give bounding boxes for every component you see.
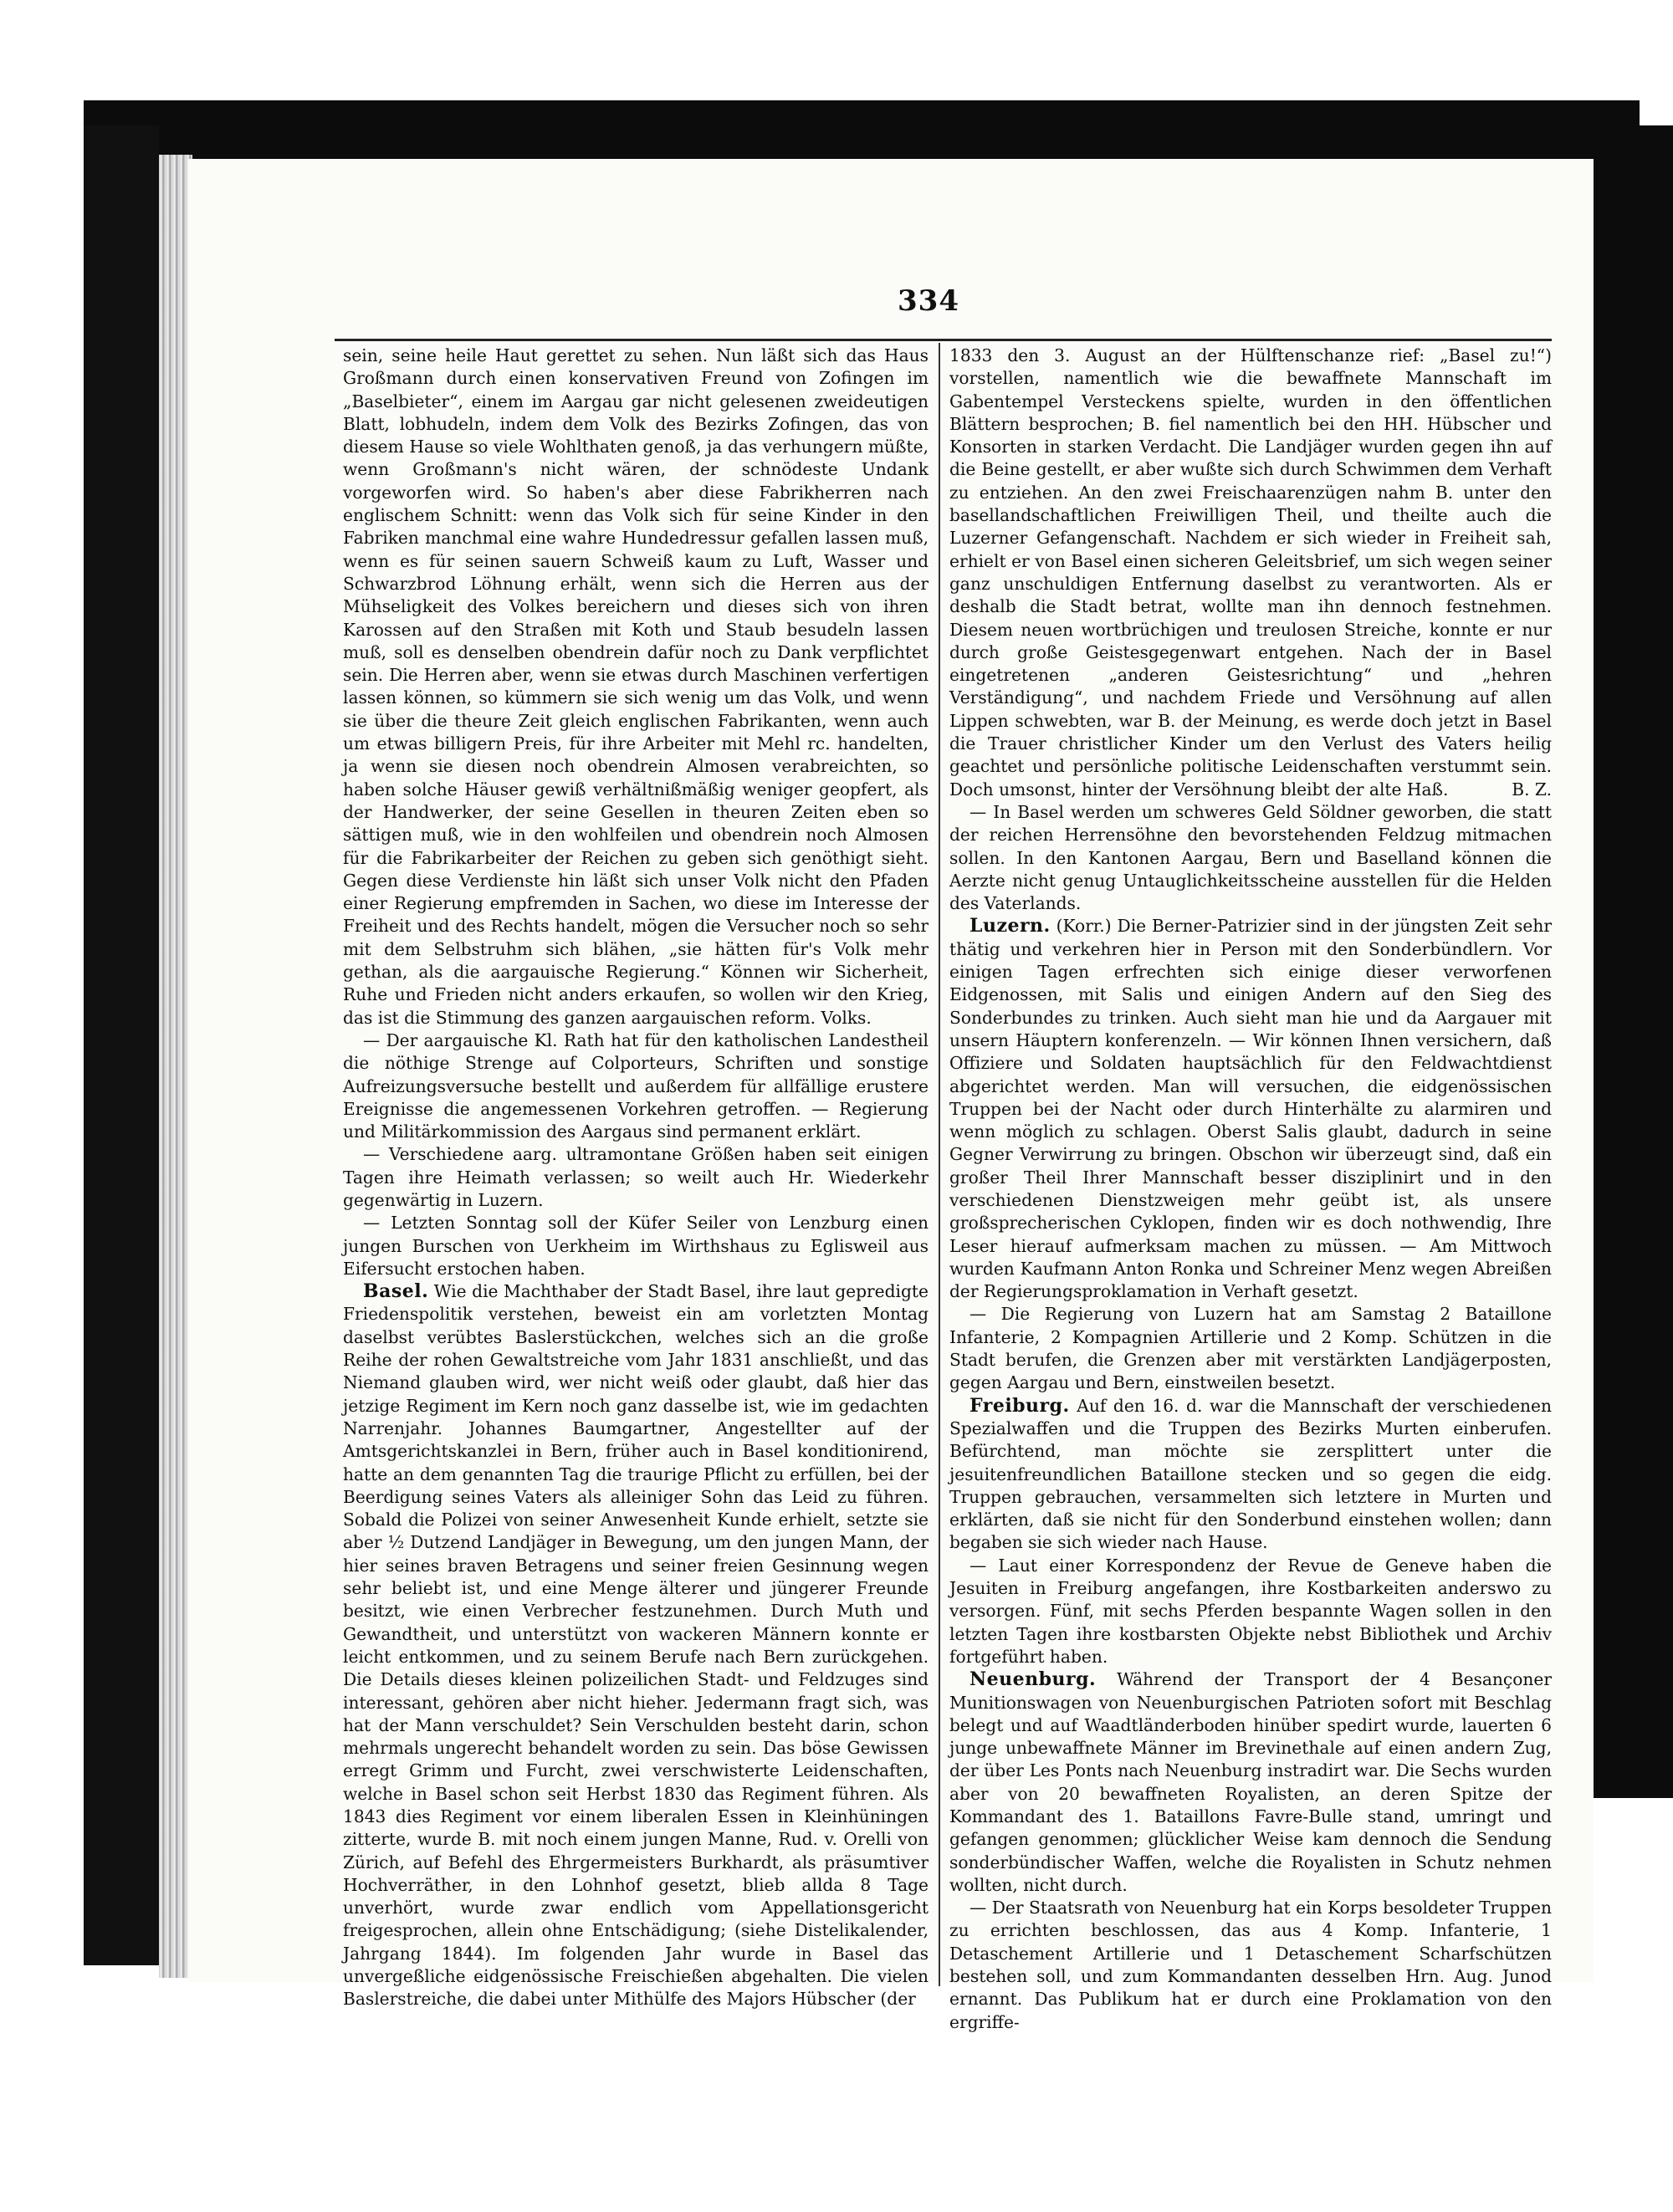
- article-paragraph: [949, 345, 1552, 801]
- article-paragraph: — Laut einer Korrespondenz der Revue de Geneve haben die Jesuiten in Freiburg angefangen, ihre Kostbarkeiten anderswo zu versorgen. Fünf, mit sechs Pferden bespannte Wagen sollen in den letzten Tagen ihre kostbarsten Objekte nebst Bibliothek und Archiv fortgeführt haben.: [949, 1555, 1552, 1667]
- article-paragraph: — Der aargauische Kl. Rath hat für den katholischen Landestheil die nöthige Strenge auf Colporteurs, Schriften und sonstige Aufreizungsversuche bestellt und außerdem für allfällige erustere Ereignisse die angemessenen Vorkehren getroffen. — Regierung und Militärkommission des Aargaus sind permanent erklärt.: [343, 1029, 929, 1142]
- article-paragraph: — In Basel werden um schweres Geld Söldner geworben, die statt der reichen Herrensöhne den bevorstehenden Feldzug mitmachen sollen. In den Kantonen Aargau, Bern und Baselland können die Aerzte nicht genug Untauglichkeitsscheine ausstellen für die Helden des Vaterlands.: [949, 801, 1552, 914]
- article-paragraph: — Die Regierung von Luzern hat am Samstag 2 Bataillone Infanterie, 2 Kompagnien Artillerie und 2 Komp. Schützen in die Stadt berufen, die Grenzen aber mit verstärkten Landjägerposten, gegen Aargau und Bern, einstweilen besetzt.: [949, 1304, 1552, 1393]
- article-paragraph-basel: [343, 1280, 929, 2011]
- author-signature: B. Z.: [1512, 779, 1552, 799]
- scan-border-top: [84, 100, 1640, 163]
- right-column: [949, 345, 1552, 2032]
- article-text: (Korr.) Die Berner-Patrizier sind in der jüngsten Zeit sehr thätig und verkehren hier in Person mit den Sonderbündlern. Vor einigen Tagen erfrechten sich einige dieser verworfenen Eidgenossen, mit Salis und einigen Andern auf den Sieg des Sonderbundes zu trinken. Auch sieht man hie und da Aargauer mit unsern Häuptern konferenzeln. — Wir können Ihnen versichern, daß Offiziere und Soldaten hauptsächlich für den Feldwachtdienst abgerichtet werden. Man will versuchen, die eidgenössischen Truppen bei der Nacht oder durch Hinterhälte zu alarmiren und wenn möglich zu schlagen. Oberst Salis glaubt, dadurch in seine Gegner Verwirrung zu bringen. Obschon wir überzeugt sind, daß ein großer Theil Ihrer Mannschaft besser disziplinirt und in den verschiedenen Dienstzweigen mehr geübt ist, als unsere großsprecherischen Cyklopen, finden wir es doch nothwendig, Ihre Leser hierauf aufmerksam machen zu müssen. — Am Mittwoch wurden Kaufmann Anton Ronka und Schreiner Menz wegen Abreißen der Regierungsproklamation in Verhaft gesetzt.: [949, 916, 1552, 1302]
- scan-border-right: [1594, 125, 1673, 1798]
- column-divider: [939, 343, 940, 1986]
- place-heading-luzern: Luzern.: [970, 915, 1051, 937]
- book-page-edge: [159, 155, 192, 1978]
- scan-border-left: [84, 125, 159, 1965]
- left-column: [343, 345, 929, 2010]
- place-heading-basel: Basel.: [363, 1280, 429, 1303]
- page-number: 334: [898, 284, 959, 318]
- place-heading-freiburg: Freiburg.: [970, 1394, 1070, 1417]
- article-text: Wie die Machthaber der Stadt Basel, ihre laut gepredigte Friedenspolitik verstehen, beweist ein am vorletzten Montag daselbst verübtes Baslerstückchen, welches sich an die große Reihe der rohen Gewaltstreiche vom Jahr 1831 anschließt, und das Niemand glauben wird, wer nicht weiß oder glaubt, daß hier das jetzige Regiment im Kern noch ganz dasselbe ist, wie im gedachten Narrenjahr. Johannes Baumgartner, Angestellter auf der Amtsgerichtskanzlei in Bern, früher auch in Basel konditionirend, hatte an dem genannten Tag die traurige Pflicht zu erfüllen, bei der Beerdigung seines Vaters als alleiniger Sohn das Leid zu führen. Sobald die Polizei von seiner Anwesenheit Kunde erhielt, setzte sie aber ½ Dutzend Landjäger in Bewegung, um den jungen Mann, der hier seines braven Betragens und seiner freien Gesinnung wegen sehr beliebt ist, und eine Menge älterer und jüngerer Freunde besitzt, wie einen Verbrecher festzunehmen. Durch Muth und Gewandtheit, und unterstützt von wackeren Männern konnte er leicht entkommen, und zu seinem Berufe nach Bern zurückgehen. Die Details dieses kleinen polizeilichen Stadt- und Feldzuges sind interessant, gehören aber nicht hieher. Jedermann fragt sich, was hat der Mann verschuldet? Sein Verschulden besteht darin, schon mehrmals ungerecht behandelt worden zu sein. Das böse Gewissen erregt Grimm und Furcht, zwei verschwisterte Leidenschaften, welche in Basel schon seit Herbst 1830 das Regiment führen. Als 1843 dies Regiment vor einem liberalen Essen in Kleinhüningen zitterte, wurde B. mit noch einem jungen Manne, Rud. v. Orelli von Zürich, auf Befehl des Ehrgermeisters Burkhardt, als präsumtiver Hochverräther, in den Lohnhof gesetzt, blieb allda 8 Tage unverhört, wurde zwar endlich vom Appellationsgericht freigesprochen, allein ohne Entschädigung; (siehe Distelikalender, Jahrgang 1844). Im folgenden Jahr wurde in Basel das unvergeßliche eidgenössische Freischießen abgehalten. Die vielen Baslerstreiche, die dabei unter Mithülfe des Majors Hübscher (der: [343, 1281, 929, 2010]
- place-heading-neuenburg: Neuenburg.: [970, 1668, 1097, 1691]
- article-paragraph-neuenburg: [949, 1668, 1552, 1897]
- article-paragraph-luzern: [949, 915, 1552, 1303]
- article-paragraph: — Der Staatsrath von Neuenburg hat ein Korps besoldeter Truppen zu errichten beschlossen, das aus 4 Komp. Infanterie, 1 Detaschement Artillerie und 1 Detaschement Scharfschützen bestehen soll, und zum Kommandanten desselben Hrn. Aug. Junod ernannt. Das Publikum hat er durch eine Proklamation von den ergriffe-: [949, 1898, 1552, 2032]
- article-text: Während der Transport der 4 Besançoner Munitionswagen von Neuenburgischen Patrioten sofort mit Beschlag belegt und auf Waadtländerboden hinüber spedirt wurde, lauerten 6 junge unbewaffnete Männer im Brevinethale auf einen andern Zug, der über Les Ponts nach Neuenburg instradirt war. Die Sechs wurden aber von 20 bewaffneten Royalisten, an deren Spitze der Kommandant des 1. Bataillons Favre-Bulle stand, umringt und gefangen genommen; glücklicher Weise kam dennoch die Sendung sonderbündischer Waffen, welche die Royalisten in Schutz nehmen wollten, nicht durch.: [949, 1669, 1552, 1895]
- article-paragraph: — Verschiedene aarg. ultramontane Größen haben seit einigen Tagen ihre Heimath verlassen; so weilt auch Hr. Wiederkehr gegenwärtig in Luzern.: [343, 1144, 929, 1210]
- header-rule: [335, 339, 1552, 341]
- article-text: 1833 den 3. August an der Hülftenschanze rief: „Basel zu!“) vorstellen, namentlich wie die bewaffnete Mannschaft im Gabentempel Versteckens spielte, wurden in den öffentlichen Blättern besprochen; B. fiel namentlich bei den HH. Hübscher und Konsorten in starken Verdacht. Die Landjäger wurden gegen ihn auf die Beine gestellt, er aber wußte sich durch Schwimmen dem Verhaft zu entziehen. An den zwei Freischaarenzügen nahm B. unter den basellandschaftlichen Freiwilligen Theil, und theilte auch die Luzerner Gefangenschaft. Nachdem er sich wieder in Freiheit sah, erhielt er von Basel einen sicheren Geleitsbrief, um sich wegen seiner ganz unschuldigen Entfernung daselbst zu verantworten. Als er deshalb die Stadt betrat, wollte man ihn dennoch festnehmen. Diesem neuen wortbrüchigen und treulosen Streiche, konnte er nur durch große Geistesgegenwart entgehen. Nach der in Basel eingetretenen „anderen Geistesrichtung“ und „hehren Verständigung“, und nachdem Friede und Versöhnung auf allen Lippen schwebten, war B. der Meinung, es werde doch jetzt in Basel die Trauer christlicher Kinder um den Verlust des Vaters heilig geachtet und persönliche politische Leidenschaften verstummt sein. Doch umsonst, hinter der Versöhnung bleibt der alte Haß.: [949, 345, 1552, 799]
- article-paragraph: — Letzten Sonntag soll der Küfer Seiler von Lenzburg einen jungen Burschen von Uerkheim im Wirthshaus zu Eglisweil aus Eifersucht erstochen haben.: [343, 1213, 929, 1279]
- article-text: Auf den 16. d. war die Mannschaft der verschiedenen Spezialwaffen und die Truppen des Bezirks Murten einberufen. Befürchtend, man möchte sie zersplittert unter die jesuitenfreundlichen Bataillone stecken und so gegen die eidg. Truppen gebrauchen, versammelten sich letztere in Murten und erklärten, daß sie nicht für den Sonderbund einstehen wollen; dann begaben sie sich wieder nach Hause.: [949, 1395, 1552, 1553]
- article-paragraph-freiburg: [949, 1395, 1552, 1555]
- article-paragraph: sein, seine heile Haut gerettet zu sehen. Nun läßt sich das Haus Großmann durch einen konservativen Freund von Zofingen im „Baselbieter“, einem im Aargau gar nicht gelesenen zweideutigen Blatt, lobhudeln, indem dem Volk des Bezirks Zofingen, das von diesem Hause so viele Wohlthaten genoß, ja das verhungern müßte, wenn Großmann's nicht wären, der schnödeste Undank vorgeworfen wird. So haben's aber diese Fabrikherren nach englischem Schnitt: wenn das Volk sich für seine Kinder in den Fabriken manchmal eine wahre Hundedressur gefallen lassen muß, wenn es für seinen sauern Schweiß kaum zu Luft, Wasser und Schwarzbrod Löhnung erhält, wenn sich die Herren aus der Mühseligkeit des Volkes bereichern und dieses sich von ihren Karossen auf den Straßen mit Koth und Staub besudeln lassen muß, soll es denselben obendrein dafür noch zu Dank verpflichtet sein. Die Herren aber, wenn sie etwas durch Maschinen verfertigen lassen können, so kümmern sie sich wenig um das Volk, und wenn sie über die theure Zeit gleich englischen Fabrikanten, wenn auch um etwas billigern Preis, für ihre Arbeiter mit Mehl rc. handelten, ja wenn sie diesen noch obendrein Almosen verabreichten, so haben solche Häuser gewiß verhältnißmäßig weniger geopfert, als der Handwerker, der seine Gesellen in theuren Zeiten eben so sättigen muß, wie in den wohlfeilen und obendrein noch Almosen für die Fabrikarbeiter der Reichen zu geben sich genöthigt sieht. Gegen diese Verdienste hin läßt sich unser Volk nicht den Pfaden einer Regierung empfremden in Sachen, wo diese im Interesse der Freiheit und des Rechts handelt, mögen die Versucher noch so sehr mit dem Selbstruhm sich blähen, „sie hätten für's Volk mehr gethan, als die aargauische Regierung.“ Können wir Sicherheit, Ruhe und Frieden nicht anders erkaufen, so wollen wir den Krieg, das ist die Stimmung des ganzen aargauischen reform. Volks.: [343, 345, 929, 1028]
